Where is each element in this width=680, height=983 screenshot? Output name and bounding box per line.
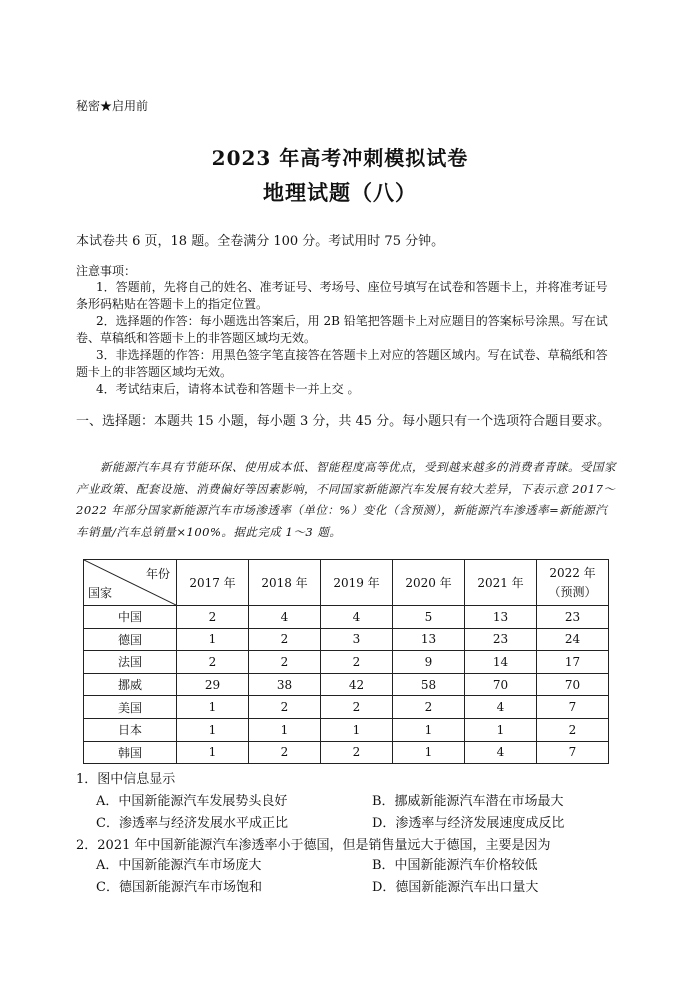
value-cell: 14: [465, 651, 537, 674]
table-header-cell: 2021 年: [465, 560, 537, 606]
table-row: [84, 628, 609, 651]
value-cell: 13: [393, 628, 465, 651]
value-cell: 2: [249, 741, 321, 764]
value-cell: 70: [537, 673, 609, 696]
value-cell: 1: [465, 718, 537, 741]
notice-item-3: 3．非选择题的作答：用黑色签字笔直接答在答题卡上对应的答题区域内。写在试卷、草稿纸和答题卡上的非答题区域均无效。: [76, 348, 608, 379]
value-cell: 1: [249, 718, 321, 741]
country-cell: 法国: [84, 651, 177, 674]
value-cell: 23: [537, 606, 609, 629]
value-cell: 2: [249, 651, 321, 674]
value-cell: 4: [465, 741, 537, 764]
table-header-row: [84, 560, 609, 606]
table-header-cell: 2017 年: [177, 560, 249, 606]
value-cell: 29: [177, 673, 249, 696]
value-cell: 2: [393, 696, 465, 719]
value-cell: 2: [177, 651, 249, 674]
value-cell: 4: [249, 606, 321, 629]
notice-item-4: 4．考试结束后，请将本试卷和答题卡一并上交 。: [96, 382, 360, 396]
table-row: [84, 651, 609, 674]
corner-country-label: 国家: [88, 586, 113, 600]
value-cell: 2: [249, 628, 321, 651]
table-header-cell: [537, 560, 609, 606]
country-cell: 挪威: [84, 673, 177, 696]
country-cell: 美国: [84, 696, 177, 719]
last-year-note: （预测）: [548, 584, 597, 599]
table-row: [84, 673, 609, 696]
notice-heading: 注意事项：: [76, 264, 137, 278]
value-cell: 24: [537, 628, 609, 651]
table-header-cell: 2018 年: [249, 560, 321, 606]
table-header-cell: 2020 年: [393, 560, 465, 606]
country-cell: 中国: [84, 606, 177, 629]
value-cell: 4: [465, 696, 537, 719]
value-cell: 42: [321, 673, 393, 696]
value-cell: 5: [393, 606, 465, 629]
material-text: 新能源汽车具有节能环保、使用成本低、智能程度高等优点，受到越来越多的消费者青睐。受国家产业政策、配套设施、消费偏好等因素影响，不同国家新能源汽车发展有较大差异，下表示意 2017～2022 年部分国家新能源汽车市场渗透率（单位：%）变化（含预测），新能源汽车渗透率=新能源汽车销量/汽车总销量×100%。据此完成 1～3 题。: [76, 460, 616, 539]
country-cell: 德国: [84, 628, 177, 651]
value-cell: 9: [393, 651, 465, 674]
question-1-option-c: C．渗透率与经济发展水平成正比: [96, 816, 288, 831]
value-cell: 38: [249, 673, 321, 696]
exam-title: 2023 年高考冲刺模拟试卷: [211, 146, 469, 170]
table-corner-cell: [84, 560, 177, 606]
country-cell: 韩国: [84, 741, 177, 764]
value-cell: 2: [321, 741, 393, 764]
question-2-option-d: D．德国新能源汽车出口量大: [372, 880, 539, 895]
question-1-option-b: B．挪威新能源汽车潜在市场最大: [372, 794, 564, 809]
value-cell: 4: [321, 606, 393, 629]
question-2-stem: 2．2021 年中国新能源汽车渗透率小于德国，但是销售量远大于德国，主要是因为: [76, 838, 551, 853]
table-header-cell: 2019 年: [321, 560, 393, 606]
value-cell: 1: [393, 741, 465, 764]
value-cell: 13: [465, 606, 537, 629]
question-2-option-b: B．中国新能源汽车价格较低: [372, 858, 538, 873]
notice-item-2: 2．选择题的作答：每小题选出答案后，用 2B 铅笔把答题卡上对应题目的答案标号涂黑。写在试卷、草稿纸和答题卡上的非答题区域均无效。: [76, 314, 608, 345]
table-row: [84, 606, 609, 629]
question-1-stem: 1．图中信息显示: [76, 772, 176, 787]
value-cell: 70: [465, 673, 537, 696]
value-cell: 2: [249, 696, 321, 719]
last-year-label: 2022 年: [549, 565, 596, 580]
question-1-option-d: D．渗透率与经济发展速度成反比: [372, 816, 565, 831]
value-cell: 1: [177, 718, 249, 741]
value-cell: 7: [537, 741, 609, 764]
exam-info: 本试卷共 6 页，18 题。全卷满分 100 分。考试用时 75 分钟。: [76, 234, 445, 249]
value-cell: 7: [537, 696, 609, 719]
value-cell: 2: [177, 606, 249, 629]
value-cell: 17: [537, 651, 609, 674]
table-row: [84, 741, 609, 764]
exam-subtitle: 地理试题（八）: [263, 180, 417, 205]
question-2-option-a: A．中国新能源汽车市场庞大: [96, 858, 262, 873]
question-1-option-a: A．中国新能源汽车发展势头良好: [96, 794, 288, 809]
value-cell: 1: [393, 718, 465, 741]
country-cell: 日本: [84, 718, 177, 741]
notice-item-1: 1．答题前，先将自己的姓名、准考证号、考场号、座位号填写在试卷和答题卡上，并将准考证号条形码粘贴在答题卡上的指定位置。: [76, 280, 608, 311]
penetration-table: [83, 559, 609, 764]
table-row: [84, 696, 609, 719]
value-cell: 1: [177, 741, 249, 764]
table-row: [84, 718, 609, 741]
value-cell: 3: [321, 628, 393, 651]
question-2-option-c: C．德国新能源汽车市场饱和: [96, 880, 262, 895]
value-cell: 1: [177, 696, 249, 719]
value-cell: 1: [177, 628, 249, 651]
value-cell: 2: [321, 696, 393, 719]
value-cell: 2: [537, 718, 609, 741]
value-cell: 1: [321, 718, 393, 741]
corner-year-label: 年份: [145, 567, 170, 581]
section-heading: 一、选择题：本题共 15 小题，每小题 3 分，共 45 分。每小题只有一个选项符合题目要求。: [76, 414, 611, 429]
secret-label: 秘密★启用前: [76, 99, 149, 113]
value-cell: 2: [321, 651, 393, 674]
value-cell: 58: [393, 673, 465, 696]
value-cell: 23: [465, 628, 537, 651]
